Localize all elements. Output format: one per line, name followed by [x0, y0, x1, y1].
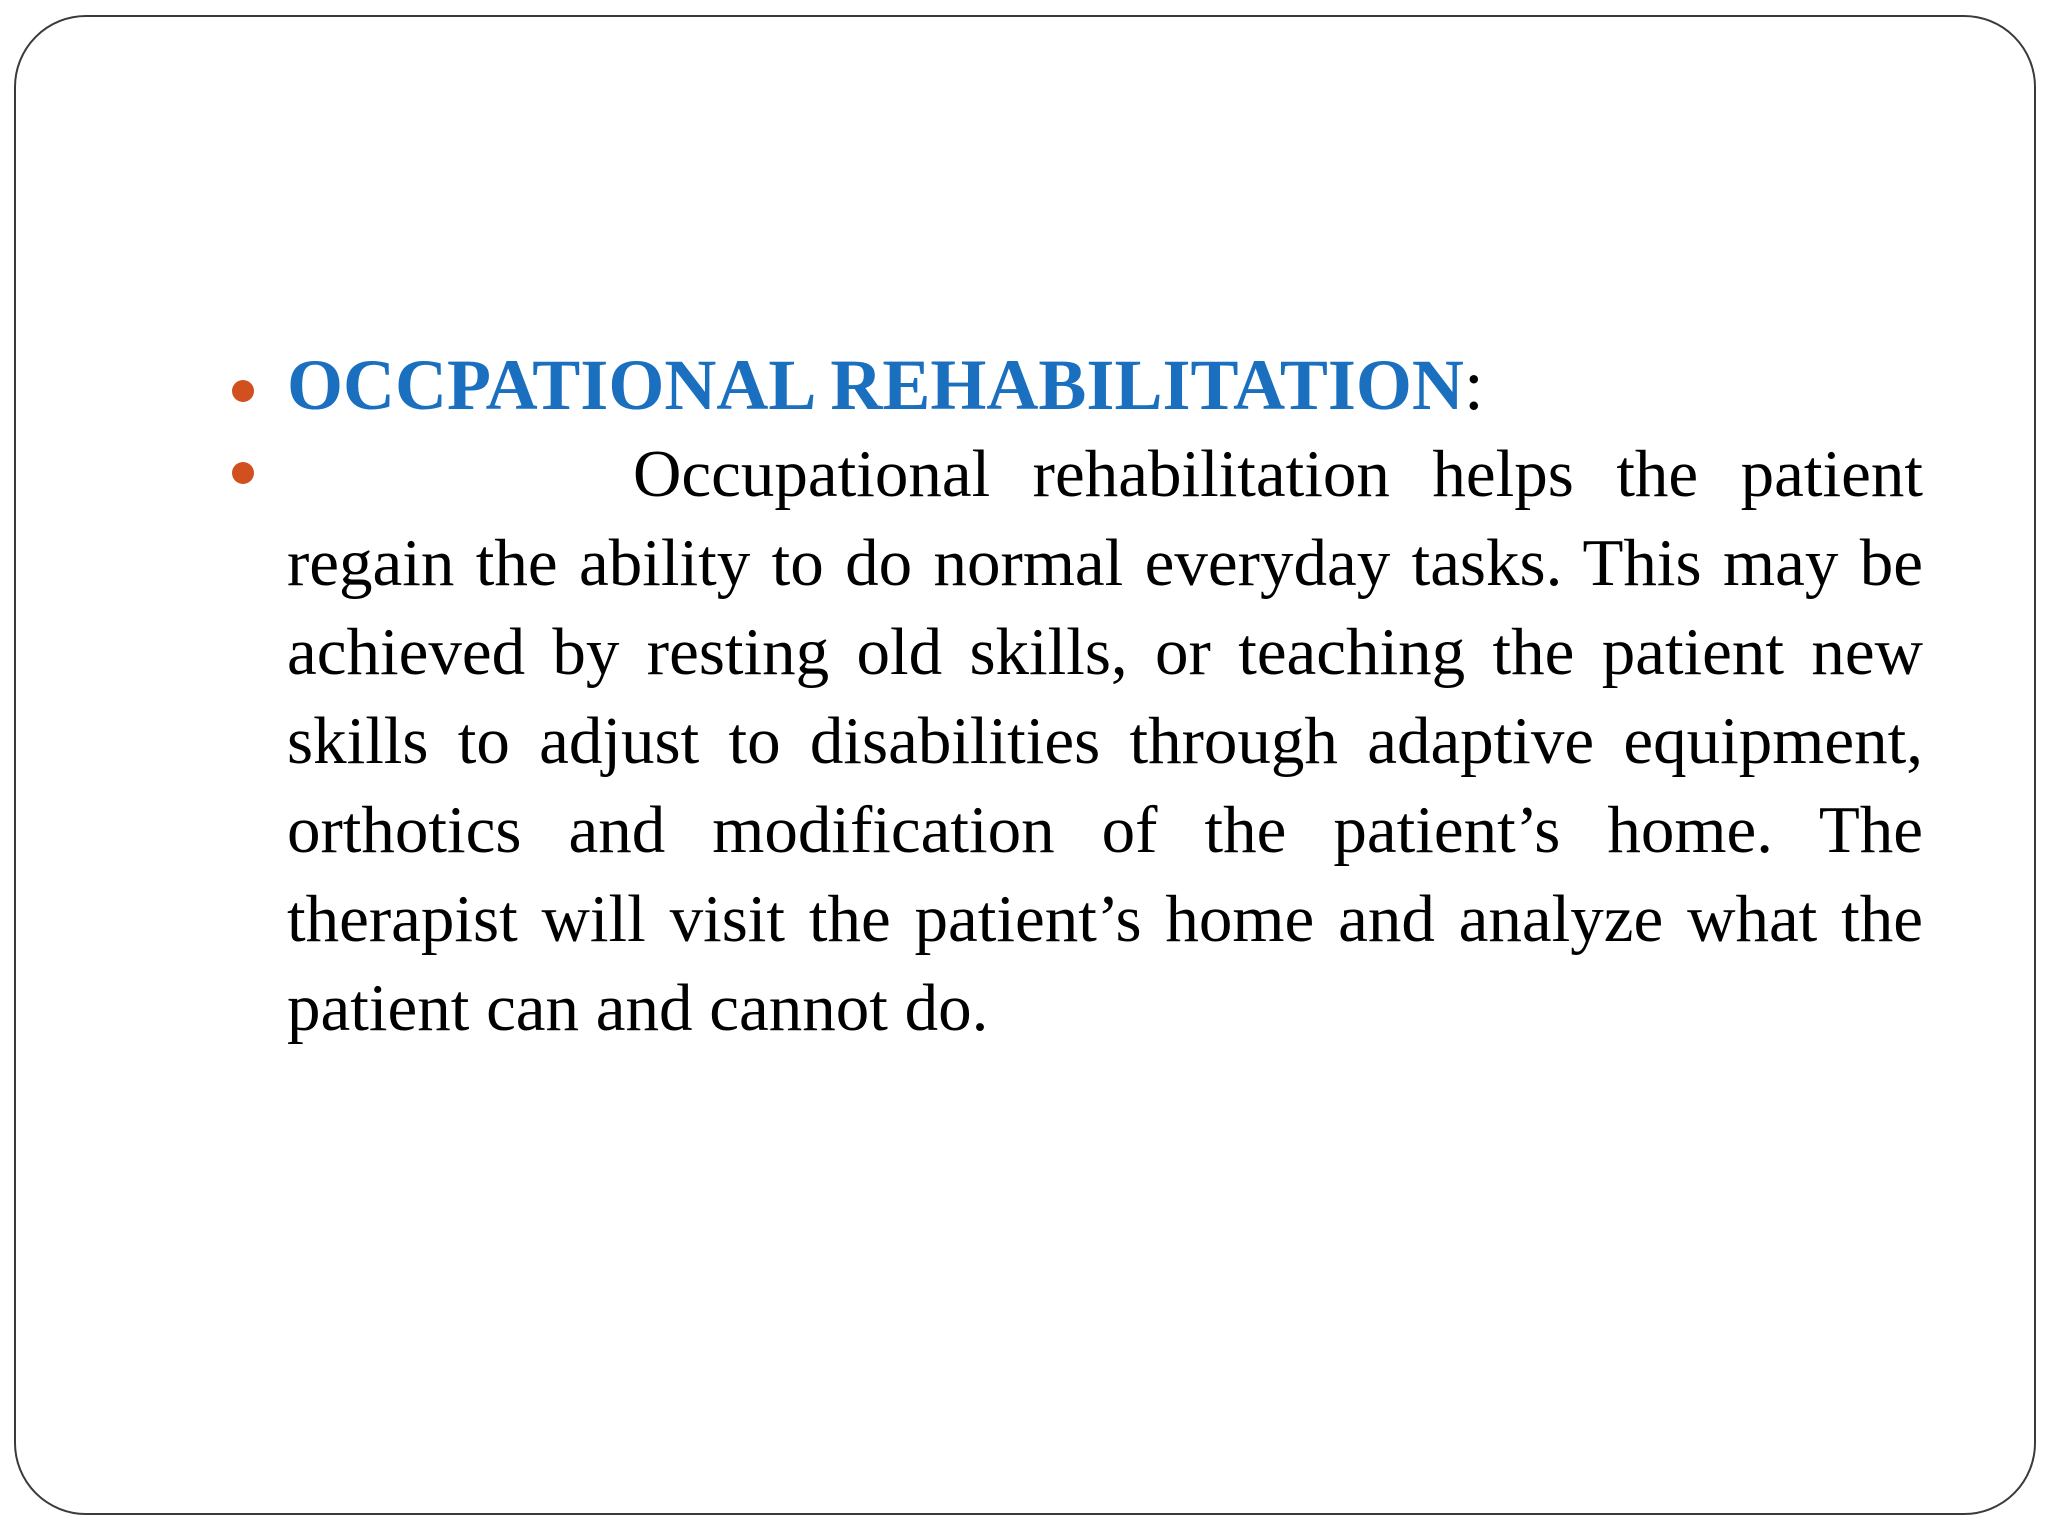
- bullet-item-body: [232, 430, 1932, 1053]
- slide-content: [232, 340, 1932, 1053]
- heading-title: OCCPATIONAL REHABILITATION: [287, 345, 1464, 425]
- bullet-item-heading: [232, 340, 1932, 430]
- body-paragraph: Occupational rehabilitation helps the patient regain the ability to do normal everyday tasks. This may be achieved by resting old skills, or teaching the patient new skills to adjust to disabilities through adaptive equipment, orthotics and modification of the patient’s home. The therapist will visit the patient’s home and analyze what the patient can and cannot do.: [287, 437, 1923, 1045]
- slide-heading: [287, 340, 1932, 430]
- heading-colon: :: [1463, 345, 1484, 425]
- bullet-icon: [232, 462, 254, 484]
- bullet-icon: [232, 380, 254, 402]
